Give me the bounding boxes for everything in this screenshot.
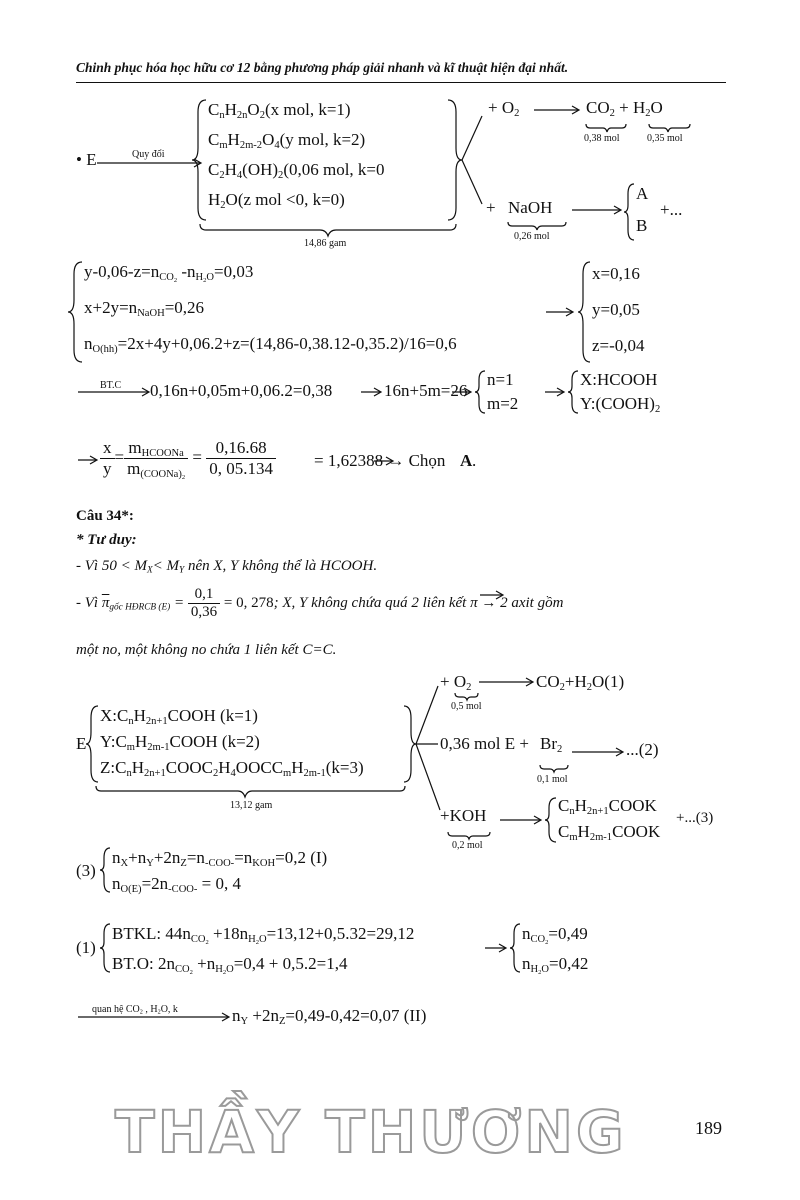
o2-amount-2: 0,5 mol — [451, 701, 482, 712]
naoh-plus: + — [486, 198, 496, 217]
reaction2-products: ...(2) — [626, 740, 659, 759]
ratio-formula: $\frac{x}{y}$ = $\frac{m_{HCOONa}}{m_{(COONa)_2}}$ = $\frac{0,16.68}{0, 05.134}$ — [100, 438, 276, 479]
solution-x: x=0,16 — [592, 264, 640, 283]
solution-z: z=-0,04 — [592, 336, 645, 355]
naoh-reactant: NaOH — [508, 198, 553, 217]
component-y: $Y:C_mH_{2m-1}COOH$ (k=2) — [100, 732, 260, 753]
h2o-amount: 0,35 mol — [647, 133, 683, 144]
component-x: $X:C_nH_{2n+1}COOH$ (k=1) — [100, 706, 258, 727]
answer-choice: A — [460, 451, 473, 470]
e-label: • E — [76, 150, 97, 169]
final-result: $n_Y +2n_Z=0,49-0,42=0,07$ (II) — [232, 1006, 427, 1027]
ratio-xy: $\frac{x}{y}$ — [100, 438, 115, 479]
component-ester: $C_nH_{2n}O_2(x$ mol, k=1) — [208, 100, 351, 121]
co2-product: $CO_2 + H_2O$ — [586, 98, 663, 119]
relation-arrow-label: quan hệ $CO_2$ , $H_2O$, k — [92, 1004, 178, 1016]
mixture-mass: 14,86 gam — [304, 238, 347, 249]
reaction1-products: $CO_2+H_2O(1)$ — [536, 672, 625, 693]
br2-amount: 0,1 mol — [537, 774, 568, 785]
thinking-heading: * Tư duy: — [76, 532, 137, 548]
o2-reactant: + $O_2$ — [488, 98, 520, 119]
koh-amount: 0,2 mol — [452, 840, 483, 851]
mixture2-mass: 13,12 gam — [230, 800, 273, 811]
eq1-sol-h2o: $n_{H_2O}=0,42$ — [522, 954, 589, 976]
product-a: A — [636, 184, 649, 203]
eq1-sol-co2: $n_{CO_2}=0,49$ — [522, 924, 588, 946]
ratio-values: $\frac{0,16.68}{0, 05.134}$ — [206, 438, 276, 479]
component-water: $H_2O(z$ mol <0, k=0) — [208, 190, 345, 211]
system-eq-3: $n_{O(hh)}=2x+4y+0,06.2+z=(14,86-0,38.12-0,35.2)/16=0,6$ — [84, 334, 457, 355]
reasoning-line-2: - Vì $\overline{\pi}_{gốc HĐRCB (E)}$ = $\frac{0,1}{0,36}$ = 0, 278; X, Y không chứa quá 2 liên kết π → 2 axit gồm — [76, 586, 564, 620]
solution-n: n=1 — [487, 370, 514, 389]
salt-2: $C_mH_{2m-1}COOK$ — [558, 822, 661, 843]
pi-fraction: $\frac{0,1}{0,36}$ — [188, 586, 220, 621]
eq1-line-2: BT.O: $2n_{CO_2} +n_{H_2O}=0,4 + 0,5.2=1,4$ — [112, 954, 348, 976]
reasoning-line-1: - Vì $50 < M_X< M_Y$ nên X, Y không thể là HCOOH. — [76, 558, 378, 576]
mixture-e-label: E — [76, 734, 87, 753]
page-number: 189 — [695, 1118, 722, 1138]
component-diacid: $C_mH_{2m-2}O_4(y$ mol, k=2) — [208, 130, 366, 151]
salt-1: $C_nH_{2n+1}COOK$ — [558, 796, 657, 817]
system-eq-1: $y-0,06-z=n_{CO_2}$ $-n_{H_2O}=0,03$ — [84, 262, 254, 284]
element-symbol: C — [208, 100, 220, 119]
co2-amount: 0,38 mol — [584, 133, 620, 144]
question-title: Câu 34*: — [76, 508, 134, 524]
products-ellipsis: +... — [660, 200, 683, 219]
answer-period: . — [472, 451, 477, 470]
element-symbol: H — [208, 190, 221, 209]
eq3-line-2: $n_{O(E)}=2n_{-COO-} = 0$, 4 — [112, 874, 241, 895]
eq1-line-1: BTKL: $44n_{CO_2} +18n_{H_2O}=13,12+0,5.32=29,12$ — [112, 924, 415, 946]
component-z: $Z:C_nH_{2n+1}COOC_2H_4OOCC_mH_{2m-1}(k=3)$ — [100, 758, 364, 779]
solution-m: m=2 — [487, 394, 519, 413]
ratio-mass: $\frac{m_{HCOONa}}{m_{(COONa)_2}}$ — [124, 438, 188, 479]
carbon-balance-eq: 0,16n+0,05m+0,06.2=0,38 — [150, 381, 333, 400]
footer-brand-logo: THẦY THƯƠNG — [115, 1098, 627, 1166]
acid-x: X:HCOOH — [580, 370, 658, 389]
solution-y: y=0,05 — [592, 300, 640, 319]
reaction3-ellipsis: +...(3) — [676, 810, 714, 826]
koh-reactant: +KOH — [440, 806, 487, 825]
eq1-label: (1) — [76, 938, 96, 957]
ratio-result: = 1,62388 → Chọn — [314, 451, 446, 470]
conversion-arrow-label: Quy đổi — [132, 149, 165, 160]
btc-arrow-label: BT.C — [100, 380, 122, 391]
carbon-simplified-eq: 16n+5m=26 — [384, 381, 468, 400]
element-symbol: C — [208, 130, 220, 149]
page-header-title: Chinh phục hóa học hữu cơ 12 bằng phương pháp giải nhanh và kĩ thuật hiện đại nhất. — [76, 60, 569, 75]
reaction2-lead: 0,36 mol E + — [440, 734, 529, 753]
reaction1-o2: + $O_2$ — [440, 672, 472, 693]
component-glycol: $C_2H_4(OH)_2(0,06$ mol, k=0 — [208, 160, 385, 181]
element-symbol: C — [208, 160, 220, 179]
eq3-label: (3) — [76, 861, 96, 880]
acid-y: $Y:(COOH)_2$ — [580, 394, 661, 415]
eq3-line-1: $n_X+n_Y+2n_Z=n_{-COO-}=n_{KOH}=0,2$ (I) — [112, 848, 328, 869]
system-eq-2: $x+2y=n_{NaOH}=0,26$ — [84, 298, 205, 319]
naoh-amount: 0,26 mol — [514, 231, 550, 242]
reasoning-line-3: một no, một không no chứa 1 liên kết C=C. — [76, 642, 337, 658]
br2-reactant: $Br_2$ — [540, 734, 563, 755]
product-b: B — [636, 216, 648, 235]
